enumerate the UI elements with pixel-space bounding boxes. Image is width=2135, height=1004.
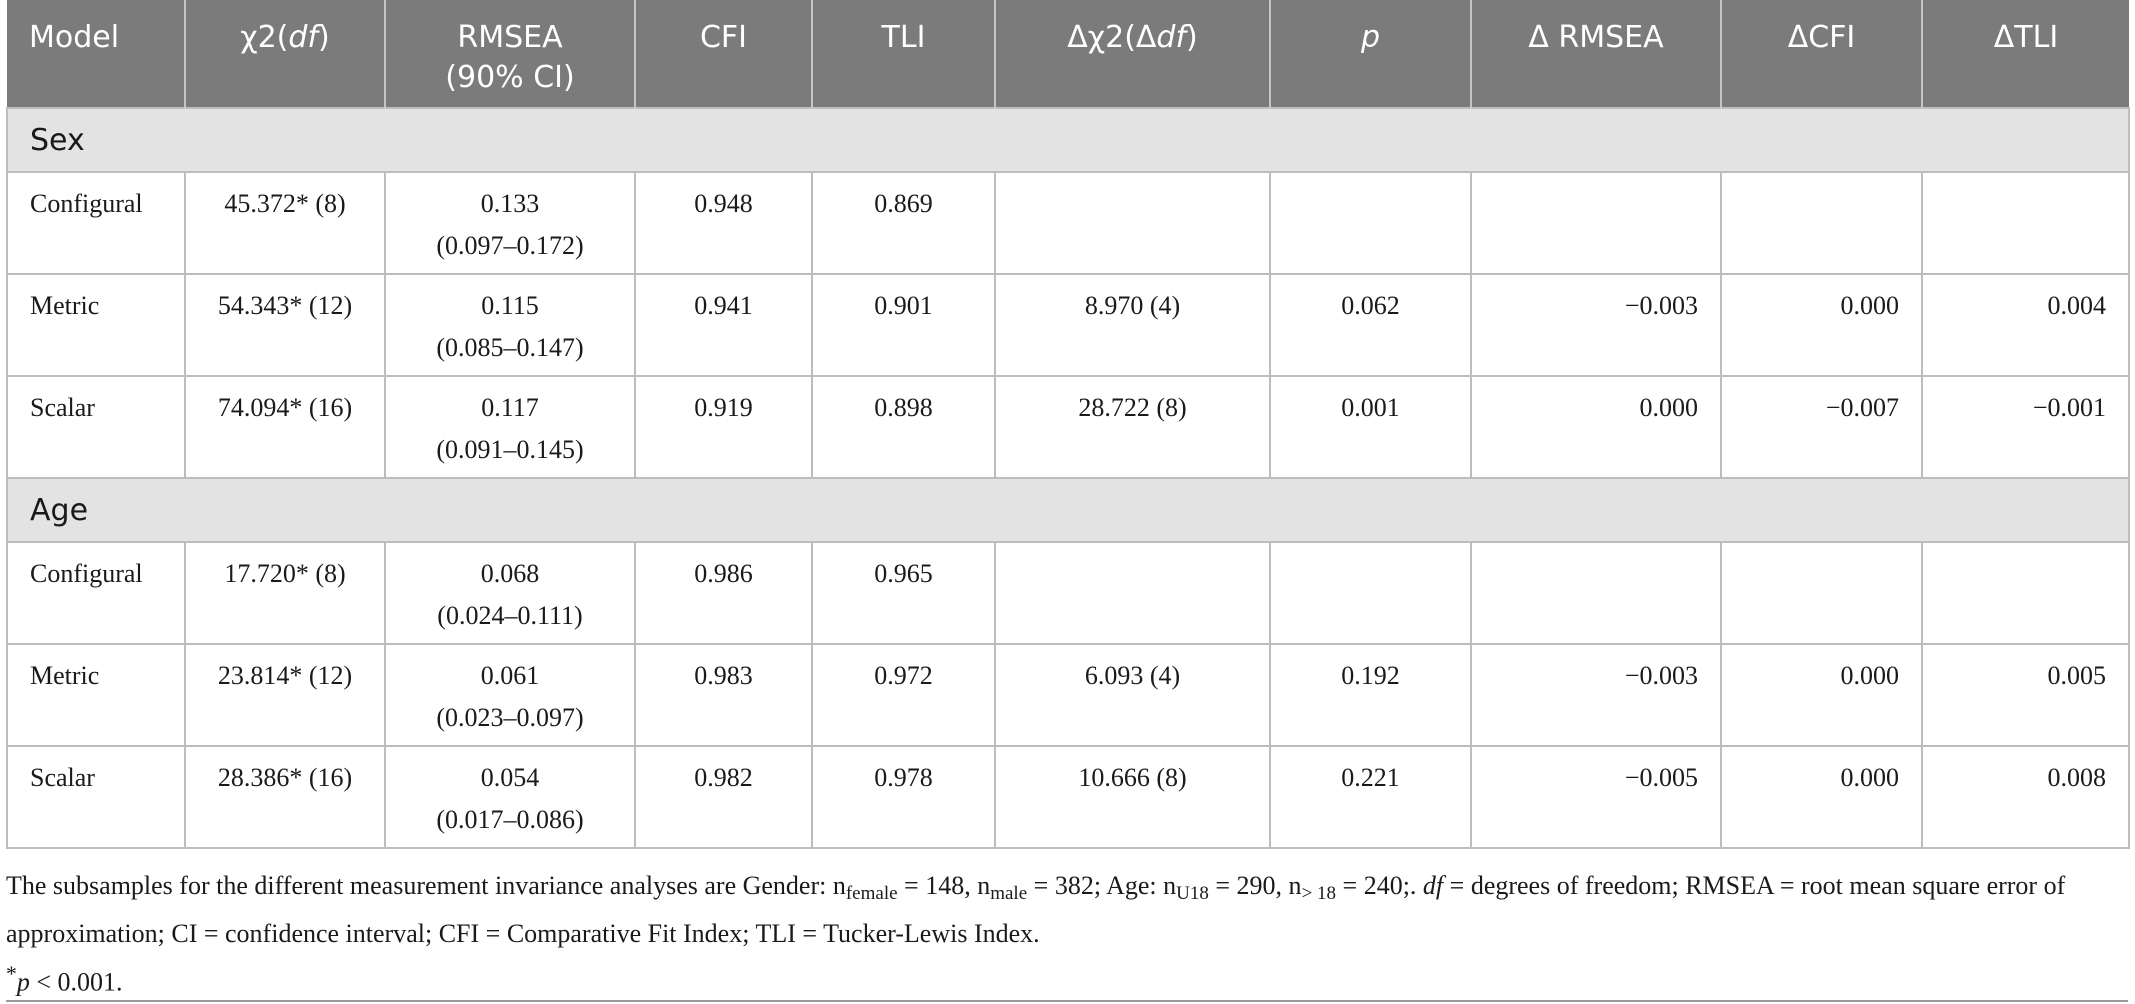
cell-delta-tli: −0.001 — [1922, 376, 2129, 478]
cell-delta-chi-square: 28.722 (8) — [995, 376, 1270, 478]
cell-delta-chi-square — [995, 172, 1270, 274]
group-row — [7, 478, 2129, 542]
header-cfi: CFI — [635, 0, 812, 108]
rmsea-ci: (0.024–0.111) — [437, 601, 583, 630]
rmsea-value: 0.054 — [480, 763, 540, 792]
cell-rmsea — [385, 746, 635, 848]
cell-cfi: 0.941 — [635, 274, 812, 376]
rmsea-ci: (0.023–0.097) — [436, 703, 584, 732]
cell-p — [1270, 172, 1471, 274]
header-row — [7, 0, 2129, 108]
footnote-significance: *p < 0.001. — [6, 962, 123, 997]
table-header — [7, 0, 2129, 108]
cell-delta-rmsea: −0.003 — [1471, 644, 1721, 746]
cell-cfi: 0.982 — [635, 746, 812, 848]
cell-model: Configural — [7, 542, 185, 644]
cell-delta-cfi: 0.000 — [1721, 644, 1922, 746]
cell-tli: 0.901 — [812, 274, 995, 376]
cell-p: 0.192 — [1270, 644, 1471, 746]
cell-delta-tli — [1922, 172, 2129, 274]
cell-delta-rmsea — [1471, 542, 1721, 644]
rmsea-ci: (0.091–0.145) — [436, 435, 584, 464]
cell-delta-tli — [1922, 542, 2129, 644]
rmsea-value: 0.115 — [481, 291, 539, 320]
rmsea-ci: (0.097–0.172) — [436, 231, 584, 260]
cell-chi-square: 17.720* (8) — [185, 542, 385, 644]
cell-rmsea — [385, 376, 635, 478]
cell-delta-rmsea — [1471, 172, 1721, 274]
table-row — [7, 746, 2129, 848]
header-p: p — [1270, 0, 1471, 108]
cell-cfi: 0.986 — [635, 542, 812, 644]
rmsea-value: 0.068 — [480, 559, 540, 588]
footnote-definitions: The subsamples for the different measurement invariance analyses are Gender: $n_{female} = 148$, $n_{male} = 382$; Age: $n_{U18} = 290$, $n_{> 18} = 240$;. df = degrees of freedom; RMSEA = root mean square error of approximation; CI = confidence interval; CFI = Comparative Fit Index; TLI = Tucker-Lewis Index. — [6, 871, 2066, 948]
cell-delta-rmsea: −0.005 — [1471, 746, 1721, 848]
cell-delta-chi-square: 10.666 (8) — [995, 746, 1270, 848]
cell-delta-tli: 0.005 — [1922, 644, 2129, 746]
fit-indices-table — [6, 0, 2130, 849]
group-label: Age — [7, 478, 2129, 542]
cell-tli: 0.978 — [812, 746, 995, 848]
table-body — [7, 108, 2129, 848]
rmsea-ci: (0.017–0.086) — [436, 805, 584, 834]
header-delta-rmsea: Δ RMSEA — [1471, 0, 1721, 108]
rmsea-value: 0.061 — [480, 661, 540, 690]
cell-chi-square: 74.094* (16) — [185, 376, 385, 478]
cell-delta-tli: 0.004 — [1922, 274, 2129, 376]
table-row — [7, 644, 2129, 746]
header-delta-tli: ΔTLI — [1922, 0, 2129, 108]
cell-rmsea — [385, 542, 635, 644]
rmsea-value: 0.133 — [480, 189, 540, 218]
cell-delta-chi-square: 6.093 (4) — [995, 644, 1270, 746]
cell-delta-cfi: 0.000 — [1721, 274, 1922, 376]
header-model: Model — [7, 0, 185, 108]
cell-cfi: 0.983 — [635, 644, 812, 746]
header-chi-square: χ2(df) — [185, 0, 385, 108]
cell-chi-square: 54.343* (12) — [185, 274, 385, 376]
cell-model: Scalar — [7, 746, 185, 848]
rmsea-value: 0.117 — [481, 393, 539, 422]
cell-chi-square: 23.814* (12) — [185, 644, 385, 746]
header-tli: TLI — [812, 0, 995, 108]
cell-model: Configural — [7, 172, 185, 274]
cell-p: 0.221 — [1270, 746, 1471, 848]
cell-tli: 0.869 — [812, 172, 995, 274]
cell-delta-tli: 0.008 — [1922, 746, 2129, 848]
cell-rmsea — [385, 274, 635, 376]
cell-rmsea — [385, 644, 635, 746]
group-label: Sex — [7, 108, 2129, 172]
fit-indices-table-container — [6, 0, 2128, 849]
table-row — [7, 542, 2129, 644]
rmsea-ci: (0.085–0.147) — [436, 333, 584, 362]
cell-tli: 0.898 — [812, 376, 995, 478]
table-row — [7, 274, 2129, 376]
cell-model: Scalar — [7, 376, 185, 478]
group-row — [7, 108, 2129, 172]
cell-delta-cfi: 0.000 — [1721, 746, 1922, 848]
cell-delta-cfi — [1721, 542, 1922, 644]
cell-tli: 0.965 — [812, 542, 995, 644]
header-rmsea: RMSEA (90% CI) — [385, 0, 635, 108]
cell-delta-chi-square — [995, 542, 1270, 644]
header-delta-cfi: ΔCFI — [1721, 0, 1922, 108]
cell-chi-square: 45.372* (8) — [185, 172, 385, 274]
cell-delta-rmsea: 0.000 — [1471, 376, 1721, 478]
cell-model: Metric — [7, 644, 185, 746]
header-delta-chi-square: Δχ2(Δdf) — [995, 0, 1270, 108]
bottom-rule — [6, 1000, 2128, 1002]
cell-cfi: 0.919 — [635, 376, 812, 478]
cell-model: Metric — [7, 274, 185, 376]
cell-tli: 0.972 — [812, 644, 995, 746]
cell-cfi: 0.948 — [635, 172, 812, 274]
cell-rmsea — [385, 172, 635, 274]
cell-p: 0.001 — [1270, 376, 1471, 478]
cell-delta-chi-square: 8.970 (4) — [995, 274, 1270, 376]
cell-delta-cfi: −0.007 — [1721, 376, 1922, 478]
cell-delta-cfi — [1721, 172, 1922, 274]
cell-delta-rmsea: −0.003 — [1471, 274, 1721, 376]
cell-p: 0.062 — [1270, 274, 1471, 376]
cell-p — [1270, 542, 1471, 644]
cell-chi-square: 28.386* (16) — [185, 746, 385, 848]
table-footnote — [6, 866, 2128, 1003]
table-row — [7, 376, 2129, 478]
table-row — [7, 172, 2129, 274]
